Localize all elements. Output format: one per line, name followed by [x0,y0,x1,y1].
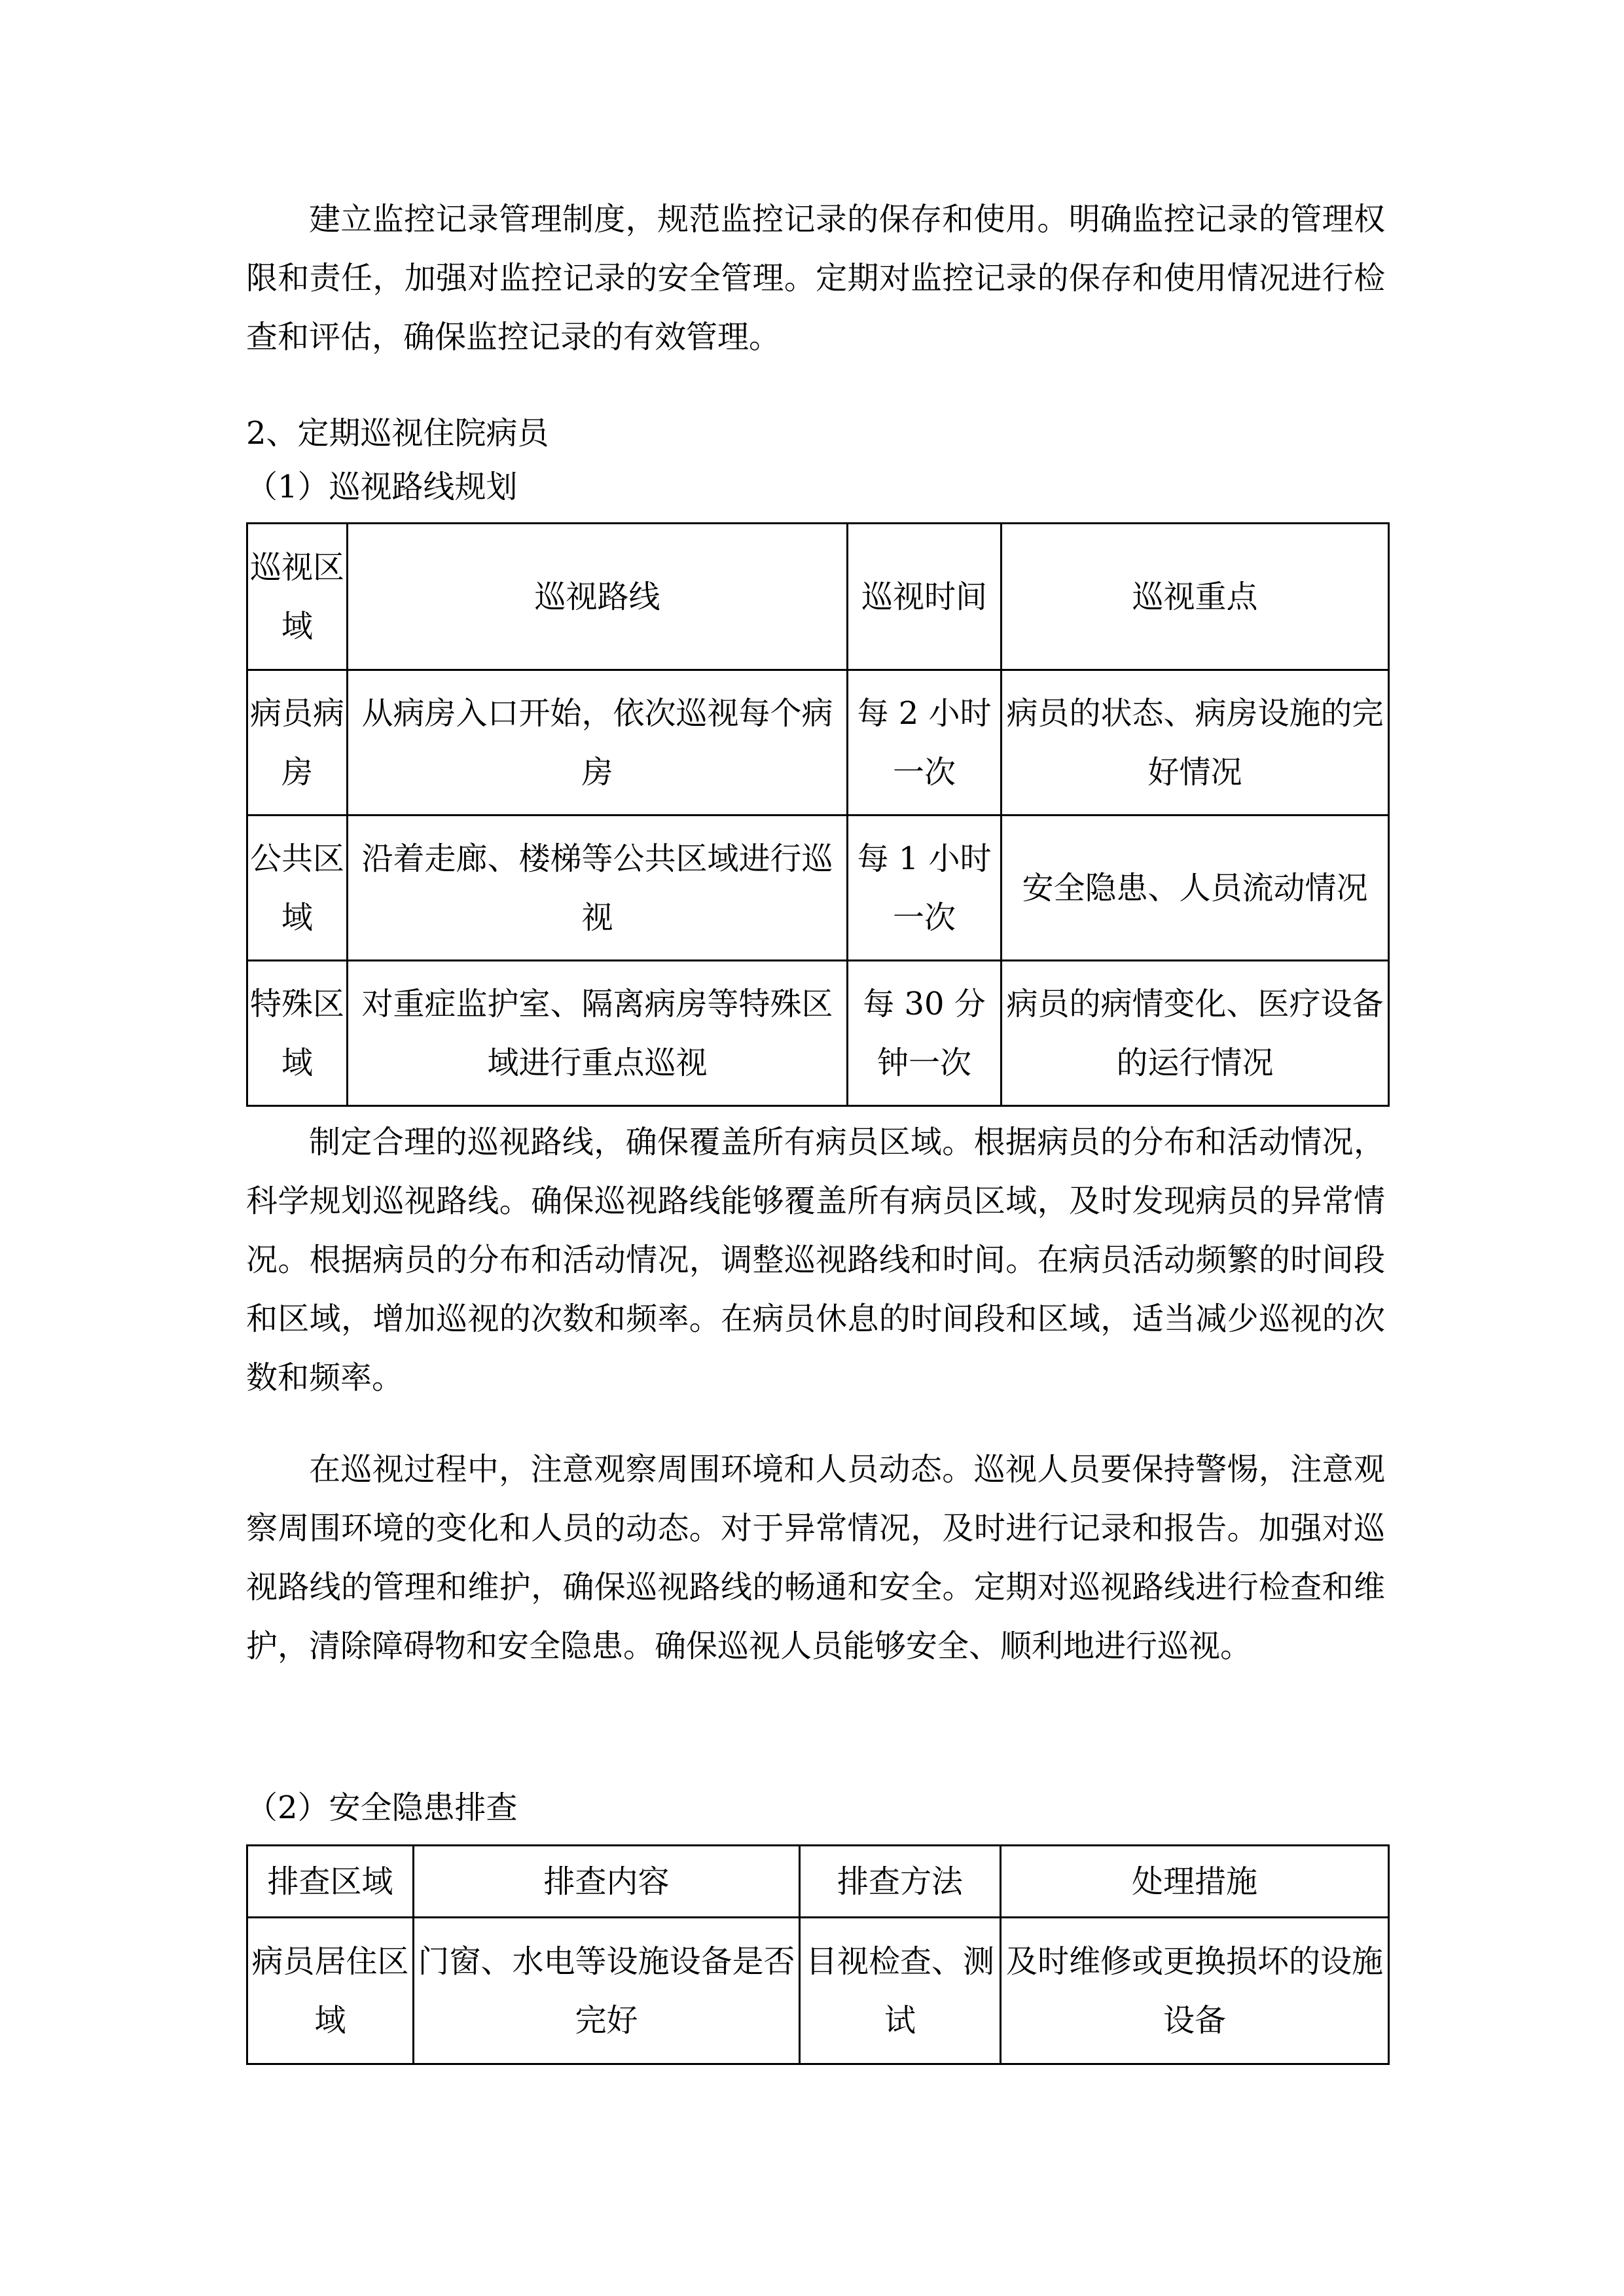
table-cell: 对重症监护室、隔离病房等特殊区域进行重点巡视 [348,961,848,1106]
table-row [247,1918,1389,2064]
hazard-inspection-table [246,1844,1390,2065]
header-cell: 巡视重点 [1001,524,1389,670]
table-header-row [247,1846,1389,1918]
table-cell: 安全隐患、人员流动情况 [1001,816,1389,961]
header-cell: 排查方法 [800,1846,1001,1918]
paragraph-route-planning: 制定合理的巡视路线，确保覆盖所有病员区域。根据病员的分布和活动情况，科学规划巡视路线。确保巡视路线能够覆盖所有病员区域，及时发现病员的异常情况。根据病员的分布和活动情况，调整巡视路线和时间。在病员活动频繁的时间段和区域，增加巡视的次数和频率。在病员休息的时间段和区域，适当减少巡视的次数和频率。 [246,1124,1385,1396]
table-cell: 病员的病情变化、医疗设备的运行情况 [1001,961,1389,1106]
table-cell: 特殊区域 [247,961,348,1106]
table-cell: 每 30 分钟一次 [848,961,1001,1106]
header-cell: 巡视时间 [848,524,1001,670]
header-cell: 处理措施 [1001,1846,1389,1918]
paragraph-patrol-observation: 在巡视过程中，注意观察周围环境和人员动态。巡视人员要保持警惕，注意观察周围环境的变化和人员的动态。对于异常情况，及时进行记录和报告。加强对巡视路线的管理和维护，确保巡视路线的畅通和安全。定期对巡视路线进行检查和维护，清除障碍物和安全隐患。确保巡视人员能够安全、顺利地进行巡视。 [246,1451,1385,1664]
header-cell: 巡视区域 [247,524,348,670]
patrol-route-table [246,522,1390,1107]
table-cell: 公共区域 [247,816,348,961]
subheading-patrol-route: （1）巡视路线规划 [246,469,518,505]
table-cell: 病员居住区域 [247,1918,414,2064]
table-header-row [247,524,1389,670]
table-row [247,816,1389,961]
table-cell: 每 2 小时一次 [848,670,1001,816]
header-cell: 排查区域 [247,1846,414,1918]
table-cell: 病员的状态、病房设施的完好情况 [1001,670,1389,816]
table-cell: 及时维修或更换损坏的设施设备 [1001,1918,1389,2064]
header-cell: 排查内容 [414,1846,800,1918]
table-row [247,670,1389,816]
header-cell: 巡视路线 [348,524,848,670]
subheading-hazard-inspection: （2）安全隐患排查 [246,1789,518,1826]
table-cell: 每 1 小时一次 [848,816,1001,961]
table-cell: 目视检查、测试 [800,1918,1001,2064]
table-cell: 病员病房 [247,670,348,816]
paragraph-monitoring-records: 建立监控记录管理制度，规范监控记录的保存和使用。明确监控记录的管理权限和责任，加强对监控记录的安全管理。定期对监控记录的保存和使用情况进行检查和评估，确保监控记录的有效管理。 [246,201,1385,355]
table-cell: 门窗、水电等设施设备是否完好 [414,1918,800,2064]
section-heading-patrol: 2、定期巡视住院病员 [246,415,549,452]
table-row [247,961,1389,1106]
table-cell: 从病房入口开始，依次巡视每个病房 [348,670,848,816]
table-cell: 沿着走廊、楼梯等公共区域进行巡视 [348,816,848,961]
